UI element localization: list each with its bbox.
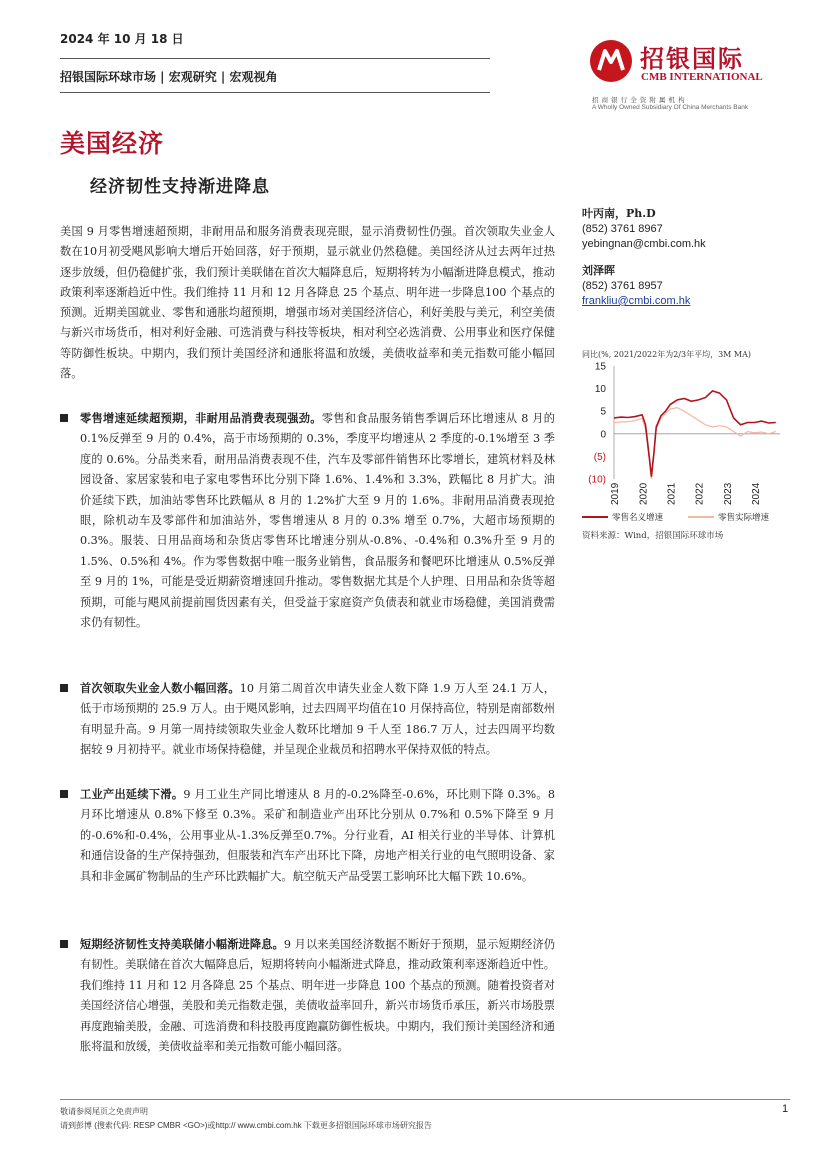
x-tick-label: 2021 <box>666 482 678 505</box>
summary-paragraph: 美国 9 月零售增速超预期，非耐用品和服务消费表现亮眼，显示消费韧性仍强。首次领取失业金人数在10月初受飓风影响大增后开始回落，好于预期，显示就业仍然稳健。美国经济从过去两年过热逐步放缓，但仍稳健扩张，我们预计美联储在首次大幅降息后，短期将转为小幅渐进降息模式，推动政策利率逐渐趋近中性。我们维持 11 月和 12 月各降息 25 个基点、明年进一步降息100 个基点的预测。近期美国就业、零售和通胀均超预期，增强市场对美国经济信心，利好美股与美元，利空美债与新兴市场货币，相对利好金融、可选消费与科技等板块，相对利空必选消费、公用事业和医疗保健等防御性板块。中期内，我们预计美国经济和通胀将温和放缓，美债收益率和美元指数可能小幅回落。 <box>60 225 555 381</box>
author-name: 刘泽晖 <box>582 264 615 277</box>
x-tick-label: 2019 <box>610 482 622 505</box>
y-tick-label: 15 <box>594 361 606 373</box>
section-retail <box>60 408 555 633</box>
author-block <box>582 263 690 310</box>
section-industrial <box>60 784 555 887</box>
bullet-icon <box>60 940 68 948</box>
y-tick-label: (5) <box>593 451 606 463</box>
header-divider <box>60 92 490 93</box>
author-phone: (852) 3761 8957 <box>582 279 663 292</box>
section-text: 9 月工业生产同比增速从 8 月的-0.2%降至-0.6%，环比则下降 0.3%。8 月环比增速从 0.8%下修至 0.3%。采矿和制造业产出环比分别从 0.7%和 0.5%下降至 9 月的-0.6%和-0.4%，公用事业从-1.3%反弹至0.7%。分行业看，AI 相关行业的半导体、计算机和通信设备的生产保持强劲，但服装和汽车产出环比下降，房地产相关行业的电气照明设备、家具和非金属矿物制品的生产环比跌幅扩大。航空航天产品受罢工影响环比大幅下跌 10.6%。 <box>80 788 555 883</box>
chart-source: 资料来源：Wind，招银国际环球市场 <box>582 531 724 541</box>
section-jobless-claims <box>60 678 555 761</box>
logo-text-en: CMB INTERNATIONAL <box>641 71 763 83</box>
page-subtitle: 经济韧性支持渐进降息 <box>90 177 270 197</box>
y-tick-label: 5 <box>600 406 606 418</box>
y-tick-label: (10) <box>588 474 606 486</box>
retail-sales-chart <box>580 360 790 528</box>
section-outlook <box>60 934 555 1057</box>
page-number: 1 <box>782 1103 789 1115</box>
author-phone: (852) 3761 8967 <box>582 222 663 235</box>
footer-disclaimer: 敬请参阅尾页之免责声明 <box>60 1107 148 1116</box>
logo-subtitle-cn: 招 商 银 行 全 资 附 属 机 构 <box>592 96 686 104</box>
legend-label: 零售名义增速 <box>612 513 664 523</box>
author-email[interactable]: yebingnan@cmbi.com.hk <box>582 238 706 250</box>
section-lead: 工业产出延续下滑。 <box>80 787 184 801</box>
section-lead: 首次领取失业金人数小幅回落。 <box>80 681 240 695</box>
logo-text-cn: 招银国际 <box>640 44 744 73</box>
x-tick-label: 2020 <box>638 482 650 505</box>
section-text: 10 月第二周首次申请失业金人数下降 1.9 万人至 24.1 万人，低于市场预期的 25.9 万人。由于飓风影响，过去四周平均值在10 月保持高位，特别是南部数州有明显升高。9 月第一周持续领取失业金人数环比增加 9 千人至 186.7 万人，过去四周平均数据较 9 月初持平。就业市场保持稳健，并呈现企业裁员和招聘水平保持双低的特点。 <box>80 682 555 757</box>
header-divider <box>60 58 490 59</box>
series-line <box>614 408 776 479</box>
author-name: 叶丙南，Ph.D <box>582 207 656 220</box>
x-tick-label: 2024 <box>750 482 762 505</box>
y-tick-label: 10 <box>594 384 606 396</box>
bullet-icon <box>60 790 68 798</box>
section-lead: 零售增速延续超预期，非耐用品消费表现强劲。 <box>80 411 322 425</box>
page-title: 美国经济 <box>60 129 165 158</box>
x-tick-label: 2022 <box>694 482 706 505</box>
report-date: 2024 年 10 月 18 日 <box>60 32 184 46</box>
y-tick-label: 0 <box>600 429 606 441</box>
section-text: 9 月以来美国经济数据不断好于预期，显示短期经济仍有韧性。美联储在首次大幅降息后，短期将转向小幅渐进式降息，推动政策利率逐渐趋近中性。我们维持 11 月和 12 月各降息 25 个基点、明年进一步降息 100 个基点的预测。随着投资者对美国经济信心增强，美股和美元指数走强，美债收益率回升，新兴市场货币承压，新兴市场股票再度跑输美股，金融、可选消费和科技股再度跑赢防御性板块。中期内，我们预计美国经济和通胀将温和放缓，美债收益率和美元指数可能小幅回落。 <box>80 938 555 1054</box>
cmbi-logo-icon <box>590 40 632 82</box>
author-email-link[interactable]: frankliu@cmbi.com.hk <box>582 295 691 307</box>
bullet-icon <box>60 684 68 692</box>
footer-divider <box>60 1099 790 1100</box>
section-text: 零售和食品服务销售季调后环比增速从 8 月的 0.1%反弹至 9 月的 0.4%，高于市场预期的 0.3%，季度平均增速从 2 季度的-0.1%增至 3 季度的 0.6%。分品类来看，耐用品消费表现不佳，汽车及零部件销售环比零增长，建筑材料及林园设备、家居家装和电子家电零售环比分别下降 1.6%、1.4%和 3.3%，跌幅比 8 月扩大。油价延续下跌，加油站零售环比跌幅从 8 月的 1.2%扩大至 9 月的 1.6%。非耐用品消费表现抢眼，除机动车及零部件和加油站外，零售增速从 8 月的 0.3% 增至 0.7%，大超市场预期的 0.3%。服装、日用品商场和杂货店零售环比增速分别从-0.8%、-0.4%和 0.3%升至 9 月的 1.5%、0.5%和 4%。作为零售数据中唯一服务业销售，食品服务和餐吧环比增速从 0.5%反弹至 9 月的 1%，可能是受近期薪资增速回升推动。零售数据尤其是个人护理、日用品和杂货等超预期，可能与飓风前提前囤货因素有关，但受益于家庭资产负债表和就业市场稳健，美国消费需求仍有韧性。 <box>80 412 555 630</box>
section-lead: 短期经济韧性支持美联储小幅渐进降息。 <box>80 937 284 951</box>
x-tick-label: 2023 <box>722 482 734 505</box>
breadcrumb: 招银国际环球市场 | 宏观研究 | 宏观视角 <box>60 70 278 84</box>
logo-subtitle-en: A Wholly Owned Subsidiary Of China Merchants Bank <box>592 104 749 111</box>
author-block <box>582 206 706 253</box>
legend-label: 零售实际增速 <box>718 513 770 523</box>
footer-contact: 请到彭博 (搜索代码: RESP CMBR <GO>)或http:// www.cmbi.com.hk 下载更多招银国际环球市场研究报告 <box>60 1121 432 1130</box>
chart-title: 同比(%, 2021/2022年为2/3年平均，3M MA) <box>582 350 752 359</box>
bullet-icon <box>60 414 68 422</box>
